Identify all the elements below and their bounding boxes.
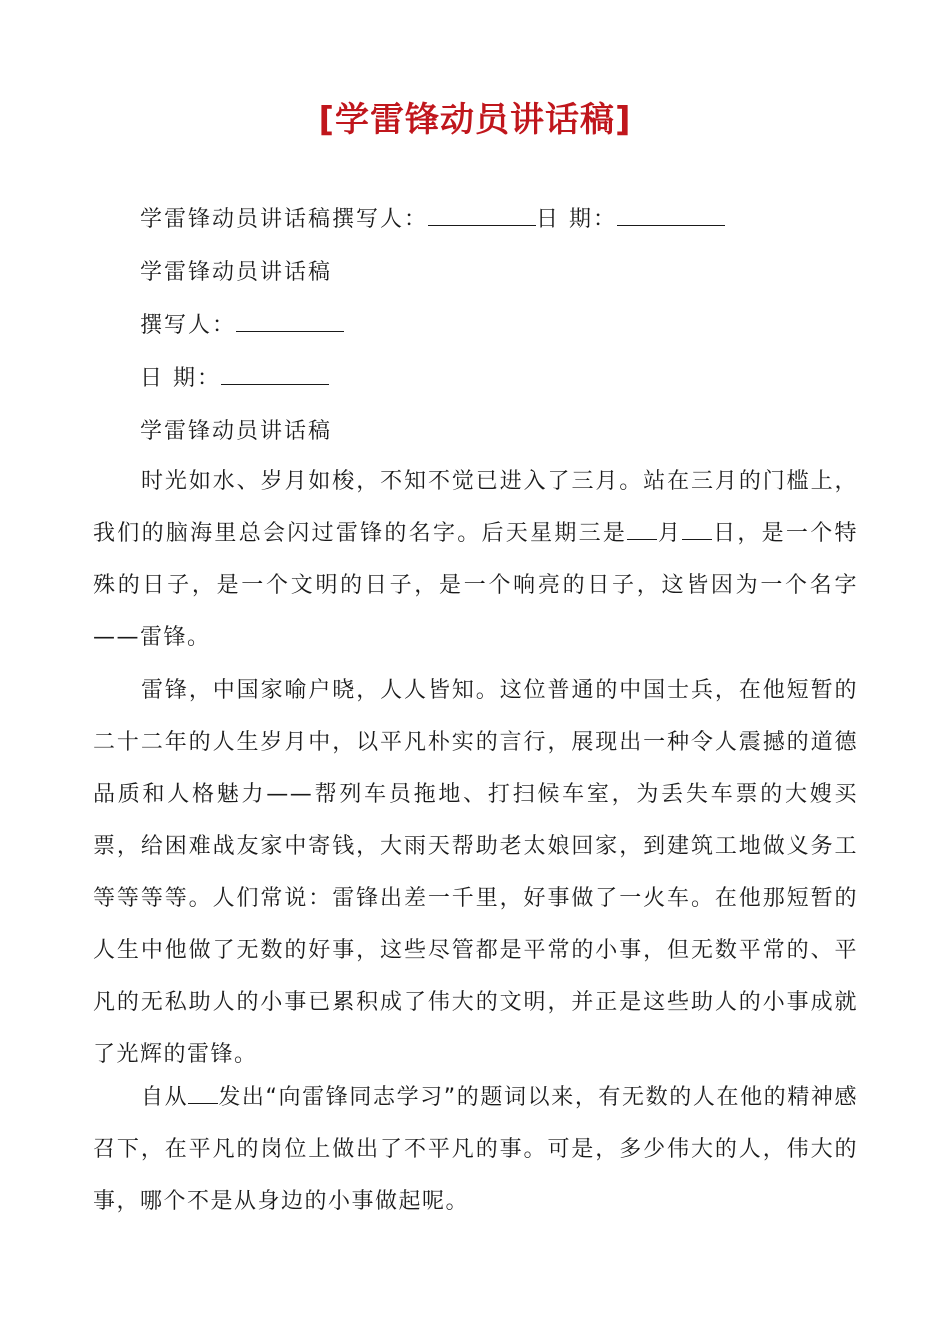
day-blank (682, 521, 712, 540)
header-line (140, 207, 725, 233)
source-blank (188, 1085, 218, 1104)
paragraph-3 (93, 1072, 858, 1228)
subtitle-line-1: 学雷锋动员讲话稿 (140, 260, 333, 285)
paragraph-1 (93, 456, 858, 664)
author-line (140, 313, 344, 339)
author-blank (428, 207, 536, 226)
header-date-label: 日 期： (536, 207, 618, 232)
document-title: [学雷锋动员讲话稿] (318, 100, 632, 140)
paragraph-3-part-b: 发出“向雷锋同志学习”的题词以来，有无数的人在他的精神感召下，在平凡的岗位上做出了不平凡的事。可是，多少伟大的人，伟大的事，哪个不是从身边的小事做起呢。 (93, 1085, 858, 1214)
date-line (140, 366, 329, 392)
paragraph-1-part-b: 月 (657, 521, 683, 546)
header-title-author-label: 学雷锋动员讲话稿撰写人： (140, 207, 429, 232)
date-label: 日 期： (140, 366, 221, 391)
subtitle-line-2: 学雷锋动员讲话稿 (140, 419, 333, 444)
paragraph-2: 雷锋，中国家喻户晓，人人皆知。这位普通的中国士兵，在他短暂的二十二年的人生岁月中，以平凡朴实的言行，展现出一种令人震撼的道德品质和人格魅力——帮列车员拖地、打扫候车室，为丢失车票的大嫂买票，给困难战友家中寄钱，大雨天帮助老太娘回家，到建筑工地做义务工等等等等。人们常说：雷锋出差一千里，好事做了一火车。在他那短暂的人生中他做了无数的好事，这些尽管都是平常的小事，但无数平常的、平凡的无私助人的小事已累积成了伟大的文明，并正是这些助人的小事成就了光辉的雷锋。 (93, 678, 858, 1067)
paragraph-3-part-a: 自从 (141, 1085, 189, 1110)
date-line-blank (221, 366, 329, 385)
author-line-blank (236, 313, 344, 332)
paragraph-1-part-a: 时光如水、岁月如梭，不知不觉已进入了三月。站在三月的门槛上，我们的脑海里总会闪过雷锋的名字。后天星期三是 (93, 469, 858, 546)
date-blank (617, 207, 725, 226)
author-label: 撰写人： (140, 313, 237, 338)
month-blank (627, 521, 657, 540)
paragraph-1-part-c: 日，是一个特殊的日子，是一个文明的日子，是一个响亮的日子，这皆因为一个名字——雷锋。 (93, 521, 858, 650)
